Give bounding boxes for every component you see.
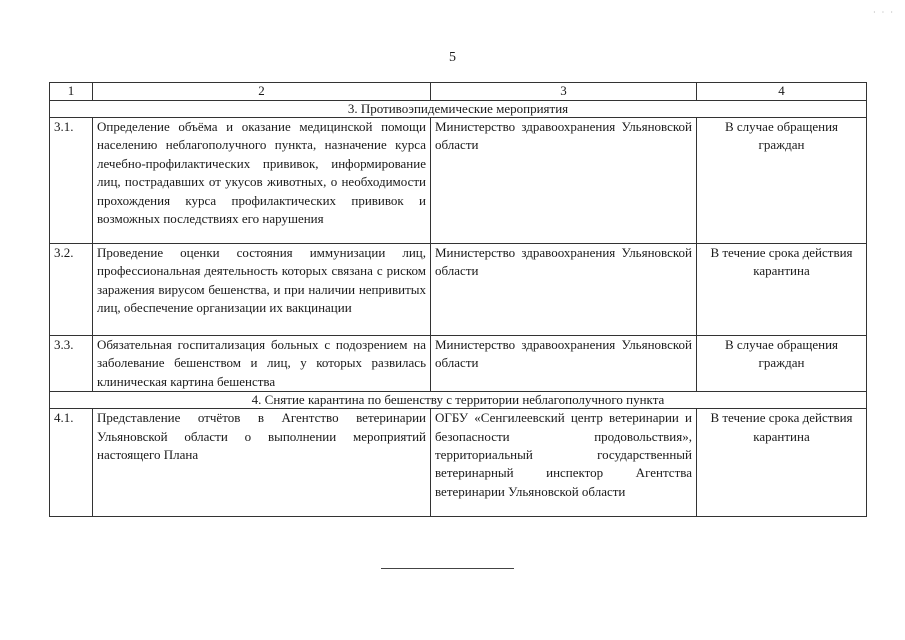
section-3-title: 3. Противоэпидемические мероприятия xyxy=(50,101,867,118)
footnote-separator-line xyxy=(381,568,514,569)
row-number: 3.2. xyxy=(50,244,93,336)
measure-cell: Проведение оценки состояния иммунизации лиц, профессиональная деятельность которых связана с риском заражения вирусом бешенства, и при наличии непривитых лиц, обеспечение организации их вакцинации xyxy=(93,244,431,336)
section-header-row xyxy=(50,101,867,118)
term-cell: В случае обращения граждан xyxy=(697,336,867,392)
measure-cell: Определение объёма и оказание медицинской помощи населению неблагополучного пункта, назначение курса лечебно-профилактических прививок, информирование лиц, пострадавших от укусов животных, о необходимости прохождения курса профилактических прививок и возможных последствиях его нарушения xyxy=(93,118,431,244)
row-number: 3.1. xyxy=(50,118,93,244)
table-row xyxy=(50,409,867,517)
column-header-2: 2 xyxy=(93,83,431,101)
scan-corner-marks: · · · xyxy=(873,8,895,17)
column-header-4: 4 xyxy=(697,83,867,101)
term-cell: В течение срока действия карантина xyxy=(697,409,867,517)
measure-cell: Представление отчётов в Агентство ветеринарии Ульяновской области о выполнении мероприятий настоящего Плана xyxy=(93,409,431,517)
responsible-cell: Министерство здравоохранения Ульяновской области xyxy=(431,244,697,336)
responsible-cell: Министерство здравоохранения Ульяновской области xyxy=(431,118,697,244)
table-row xyxy=(50,336,867,392)
row-number: 3.3. xyxy=(50,336,93,392)
table-row xyxy=(50,244,867,336)
plan-table xyxy=(49,82,867,517)
row-number: 4.1. xyxy=(50,409,93,517)
table-header-row xyxy=(50,83,867,101)
page-number: 5 xyxy=(449,50,456,65)
column-header-1: 1 xyxy=(50,83,93,101)
section-4-title: 4. Снятие карантина по бешенству с территории неблагополучного пункта xyxy=(50,392,867,409)
section-header-row xyxy=(50,392,867,409)
measure-cell: Обязательная госпитализация больных с подозрением на заболевание бешенством и лиц, у которых развилась клиническая картина бешенства xyxy=(93,336,431,392)
term-cell: В течение срока действия карантина xyxy=(697,244,867,336)
table-row xyxy=(50,118,867,244)
column-header-3: 3 xyxy=(431,83,697,101)
responsible-cell: Министерство здравоохранения Ульяновской области xyxy=(431,336,697,392)
term-cell: В случае обращения граждан xyxy=(697,118,867,244)
responsible-cell: ОГБУ «Сенгилеевский центр ветеринарии и безопасности продовольствия», территориальный государственный ветеринарный инспектор Агентства ветеринарии Ульяновской области xyxy=(431,409,697,517)
